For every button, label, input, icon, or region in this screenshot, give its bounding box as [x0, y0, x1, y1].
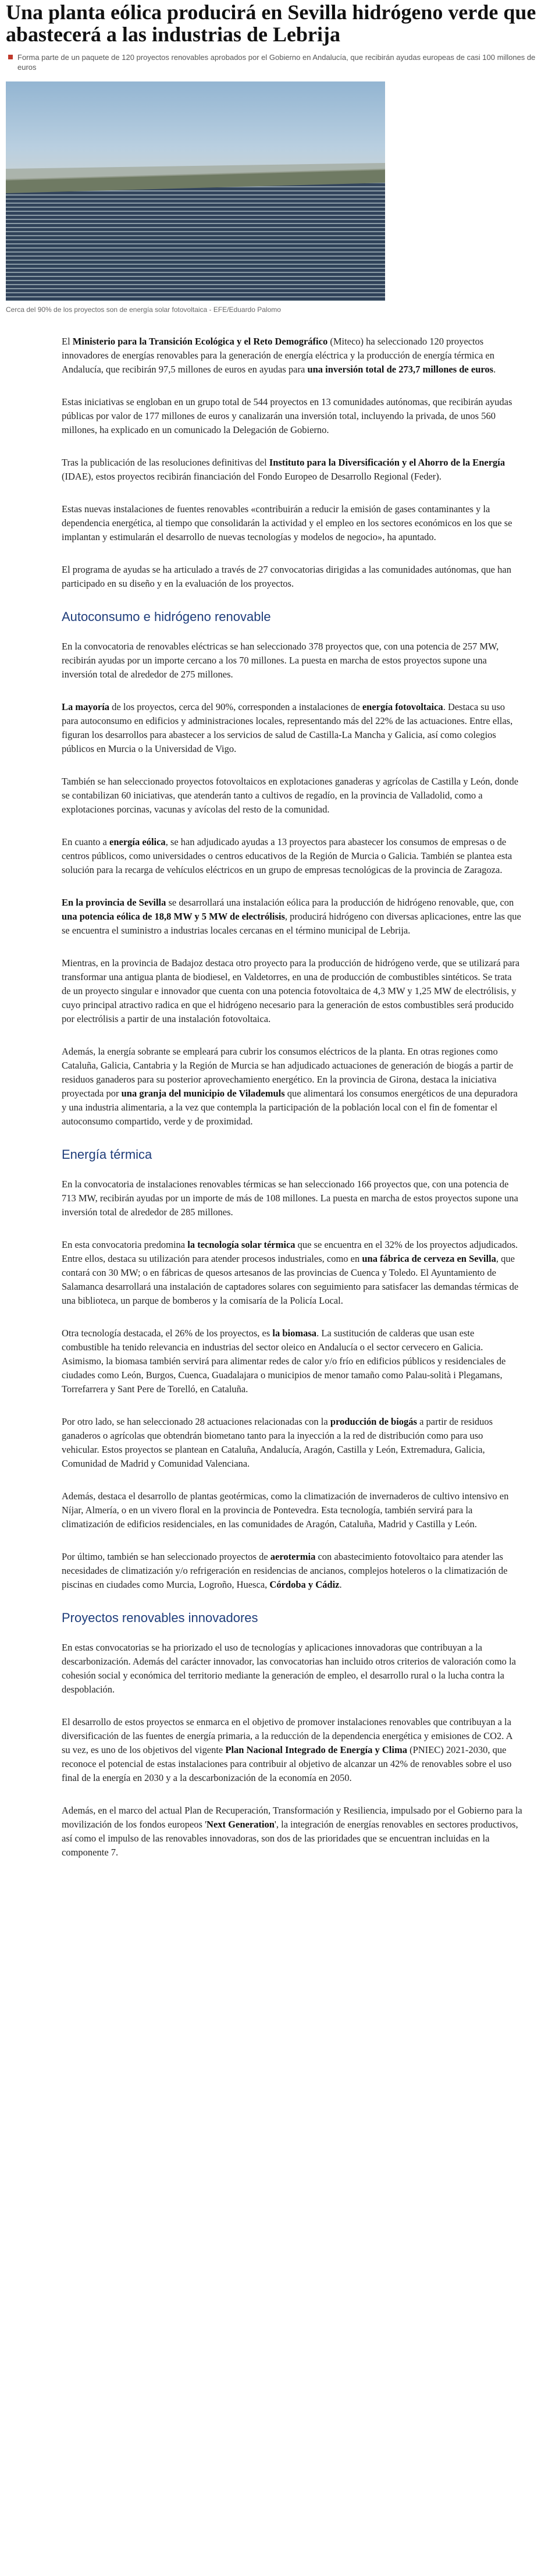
text-run: (PNIEC) 2021-2030, que reconoce el potencial de estas instalaciones para contribuir al objetivo de alcanzar un 42% de renovables sobre el uso final de la energía en 2030 y a la descarbonización de la economía en 2050.	[62, 1744, 512, 1783]
body-paragraph	[62, 1715, 522, 1785]
body-paragraph	[62, 700, 522, 756]
text-run: se desarrollará una instalación eólica para la producción de hidrógeno renovable, que, con	[166, 897, 514, 908]
text-run: Por último, también se han seleccionado proyectos de	[62, 1551, 270, 1562]
text-run: Además, en el marco del actual Plan de Recuperación, Transformación y Resiliencia, impulsado por el Gobierno para la movilización de los fondos europeos '	[62, 1805, 522, 1830]
bold-text: Instituto para la Diversificación y el Ahorro de la Energía	[269, 457, 505, 468]
body-paragraph	[62, 1489, 522, 1531]
text-run: . Destaca su uso para autoconsumo en edificios y administraciones locales, representando más del 22% de las actuaciones. Entre ellas, figuran los desarrollos para abastecer a los servicios de salud de Castilla-La Mancha y Galicia, así como colegios públicos en Murcia o la Universidad de Vigo.	[62, 701, 513, 754]
text-run: El desarrollo de estos proyectos se enmarca en el objetivo de promover instalaciones renovables que contribuyan a la diversificación de las fuentes de energía primaria, a la reducción de la dependencia energética y emisiones de CO2. A su vez, es uno de los objetivos del vigente	[62, 1716, 512, 1755]
text-run: En la convocatoria de renovables eléctricas se han seleccionado 378 proyectos que, con una potencia de 257 MW, recibirán ayudas por un importe cercano a los 70 millones. La puesta en marcha de estos proyectos supone una inversión total de alrededor de 275 millones.	[62, 641, 499, 680]
text-run: (IDAE), estos proyectos recibirán financiación del Fondo Europeo de Desarrollo Regional (Feder).	[62, 471, 441, 482]
summary-bullet-icon	[8, 55, 13, 59]
bold-text: producción de biogás	[330, 1416, 417, 1427]
bold-text: energía eólica	[109, 836, 166, 847]
bold-text: la biomasa	[272, 1328, 317, 1339]
text-run: Estas nuevas instalaciones de fuentes renovables «contribuirán a reducir la emisión de gases contaminantes y la dependencia energética, al tiempo que consolidarán la actividad y el empleo en los sectores económicos en los que se implantan y estimularán el desarrollo de nuevas tecnologías y modelos de negocio», ha apuntado.	[62, 503, 512, 542]
body-paragraph	[62, 395, 522, 437]
text-run: (Miteco) ha seleccionado 120 proyectos innovadores de energías renovables para la generación de energía eléctrica y la producción de energía térmica en Andalucía, que recibirán 97,5 millones de euros en ayudas para	[62, 336, 494, 375]
bold-text: Ministerio para la Transición Ecológica y el Reto Demográfico	[72, 336, 328, 347]
bold-text: una potencia eólica de 18,8 MW y 5 MW de electrólisis	[62, 911, 285, 922]
bold-text: Plan Nacional Integrado de Energía y Clima	[225, 1744, 407, 1755]
body-paragraph	[62, 1326, 522, 1396]
text-run: Otra tecnología destacada, el 26% de los proyectos, es	[62, 1328, 273, 1339]
text-run: , se han adjudicado ayudas a 13 proyectos para abastecer los consumos de empresas o de centros públicos, como universidades o centros educativos de la Región de Murcia o Galicia. También se plantea esta solución para la recarga de vehículos eléctricos en un grupo de empresas tecnológicas de la provincia de Zaragoza.	[62, 836, 512, 875]
body-paragraph	[62, 896, 522, 938]
summary	[0, 45, 559, 72]
body-paragraph	[62, 640, 522, 682]
summary-text: Forma parte de un paquete de 120 proyectos renovables aprobados por el Gobierno en Andalucía, que recibirán ayudas europeas de casi 100 millones de euros	[17, 53, 536, 72]
text-run: , que contará con 30 MW; o en fábricas de quesos artesanos de las provincias de Cuenca y Toledo. El Ayuntamiento de Salamanca desarrollará una instalación de captadores solares con seguimiento para satisfacer las demandas térmicas de una biblioteca, un parque de bomberos y la comisaría de la Policía Local.	[62, 1253, 519, 1306]
section-heading: Autoconsumo e hidrógeno renovable	[62, 609, 271, 624]
body-paragraph	[62, 1415, 522, 1471]
text-run: con abastecimiento fotovoltaico para atender las necesidades de climatización y/o refrigeración en residencias de ancianos, complejos hoteleros o la climatización de piscinas en ciudades como Murcia, Logroño, Huesca,	[62, 1551, 508, 1590]
body-paragraph	[62, 1550, 522, 1592]
solar-panels-illustration	[6, 81, 385, 301]
bold-text: En la provincia de Sevilla	[62, 897, 166, 908]
text-run: El	[62, 336, 73, 347]
text-run: que alimentará los consumos energéticos de una depuradora y una industria alimentaria, a la vez que contempla la participación de la población local con el fin de fomentar el autoconsumo compartido, verde y de proximidad.	[62, 1088, 518, 1127]
bold-text: una granja del municipio de Vilademuls	[121, 1088, 285, 1099]
text-run: ', la integración de energías renovables en sectores productivos, así como el impulso de las renovables innovadoras, son dos de las prioridades que se encuentran incluidas en la componente 7.	[62, 1819, 518, 1858]
bold-text: la tecnología solar térmica	[187, 1239, 295, 1250]
text-run: que se encuentra en el 32% de los proyectos adjudicados. Entre ellos, destaca su utilización para atender procesos industriales, como en	[62, 1239, 518, 1264]
bold-text: una fábrica de cerveza en Sevilla	[362, 1253, 496, 1264]
bold-text: La mayoría	[62, 701, 110, 712]
body-paragraph	[62, 1045, 522, 1129]
text-run: .	[339, 1579, 342, 1590]
text-run: También se han seleccionado proyectos fotovoltaicos en explotaciones ganaderas y agrícolas de Castilla y León, donde se contabilizan 60 iniciativas, que atenderán tanto a cultivos de regadío, en la provincia de Valladolid, como a explotaciones porcinas, vacunas y avícolas del resto de la comunidad.	[62, 776, 519, 815]
image-caption: Cerca del 90% de los proyectos son de energía solar fotovoltaica - EFE/Eduardo Palomo	[6, 306, 281, 314]
bold-text: energía fotovoltaica	[362, 701, 443, 712]
text-run: . La sustitución de calderas que usan este combustible ha tenido relevancia en industrias del sector oleico en Andalucía o el sector cervecero en Galicia. Asimismo, la biomasa también servirá para alimentar redes de calor y/o frío en edificios públicos y residenciales de ciudades como León, Burgos, Cuenca, Guadalajara o municipios de menor tamaño como Palau-solità i Plegamans, Torrefarrera y Sant Pere de Torelló, en Cataluña.	[62, 1328, 506, 1395]
text-run: En la convocatoria de instalaciones renovables térmicas se han seleccionado 166 proyectos que, con una potencia de 713 MW, recibirán ayudas por un importe de más de 108 millones. La puesta en marcha de estos proyectos supone una inversión total de alrededor de 285 millones.	[62, 1179, 518, 1218]
body-paragraph	[62, 456, 522, 484]
text-run: En cuanto a	[62, 836, 110, 847]
text-run: .	[493, 364, 496, 375]
body-paragraph	[62, 1641, 522, 1697]
text-run: de los proyectos, cerca del 90%, corresponden a instalaciones de	[109, 701, 362, 712]
section-heading: Energía térmica	[62, 1147, 152, 1162]
text-run: , producirá hidrógeno con diversas aplicaciones, entre las que se encuentra el suministro a industrias locales cercanas en el término municipal de Lebrija.	[62, 911, 521, 936]
text-run: En esta convocatoria predomina	[62, 1239, 188, 1250]
text-run: Tras la publicación de las resoluciones definitivas del	[62, 457, 269, 468]
bold-text: aerotermia	[270, 1551, 316, 1562]
text-run: Por otro lado, se han seleccionado 28 actuaciones relacionadas con la	[62, 1416, 330, 1427]
headline: Una planta eólica producirá en Sevilla hidrógeno verde que abastecerá a las industrias de Lebrija	[6, 1, 536, 46]
body-paragraph	[62, 335, 522, 377]
text-run: Estas iniciativas se engloban en un grupo total de 544 proyectos en 13 comunidades autónomas, que recibirán ayudas públicas por valor de 177 millones de euros y canalizarán una inversión total, incluyendo la privada, de unos 560 millones, ha explicado en un comunicado la Delegación de Gobierno.	[62, 396, 512, 435]
body-paragraph	[62, 835, 522, 877]
bold-text: Córdoba y Cádiz	[269, 1579, 340, 1590]
body-paragraph	[62, 1238, 522, 1308]
bold-text: una inversión total de 273,7 millones de euros	[307, 364, 494, 375]
text-run: El programa de ayudas se ha articulado a través de 27 convocatorias dirigidas a las comunidades autónomas, que han participado en su diseño y en la evaluación de los proyectos.	[62, 564, 511, 589]
text-run: a partir de residuos ganaderos o agrícolas que obtendrán biometano tanto para la inyección a la red de distribución como para uso vehicular. Estos proyectos se plantean en Cataluña, Andalucía, Aragón, Castilla y León, Extremadura, Galicia, Comunidad de Madrid y Comunidad Valenciana.	[62, 1416, 493, 1469]
body-paragraph	[62, 1177, 522, 1219]
text-run: En estas convocatorias se ha priorizado el uso de tecnologías y aplicaciones innovadoras que contribuyan a la descarbonización. Además del carácter innovador, las convocatorias han incluido otros criterios de valoración como la cohesión social y económica del territorio mediante la generación de empleo, el desarrollo rural o la lucha contra la despoblación.	[62, 1642, 516, 1695]
text-run: Además, la energía sobrante se empleará para cubrir los consumos eléctricos de la planta. En otras regiones como Cataluña, Galicia, Cantabria y la Región de Murcia se han adjudicado actuaciones de generación de biogás a partir de residuos ganaderos para su posterior aprovechamiento energético. En la provincia de Girona, destaca la iniciativa proyectada por	[62, 1046, 514, 1099]
solar-farm-photo	[6, 81, 385, 301]
body-paragraph	[62, 1804, 522, 1860]
article-body	[62, 335, 522, 1860]
bold-text: Next Generation	[206, 1819, 275, 1830]
text-run: Mientras, en la provincia de Badajoz destaca otro proyecto para la producción de hidrógeno verde, que se utilizará para transformar una antigua planta de biodiesel, en Valdetorres, en una de producción de combustibles sintéticos. Se trata de un proyecto singular e innovador que cuenta con una potencia fotovoltaica de 4,3 MW y 1,25 MW de electrólisis, y cuyo principal atractivo radica en que el hidrógeno necesario para la generación de estos combustibles será producido por electrólisis a partir de una instalación fotovoltaica.	[62, 957, 520, 1024]
body-paragraph	[62, 563, 522, 591]
body-paragraph	[62, 775, 522, 817]
body-paragraph	[62, 502, 522, 544]
lead-figure	[6, 81, 385, 314]
section-heading: Proyectos renovables innovadores	[62, 1610, 258, 1625]
text-run: Además, destaca el desarrollo de plantas geotérmicas, como la climatización de invernaderos de cultivo intensivo en Níjar, Almería, o en un vivero floral en la provincia de Pontevedra. Esta tecnología, también servirá para la climatización de edificios residenciales, en las comunidades de Aragón, Cataluña, Madrid y Castilla y León.	[62, 1491, 509, 1530]
body-paragraph	[62, 956, 522, 1026]
